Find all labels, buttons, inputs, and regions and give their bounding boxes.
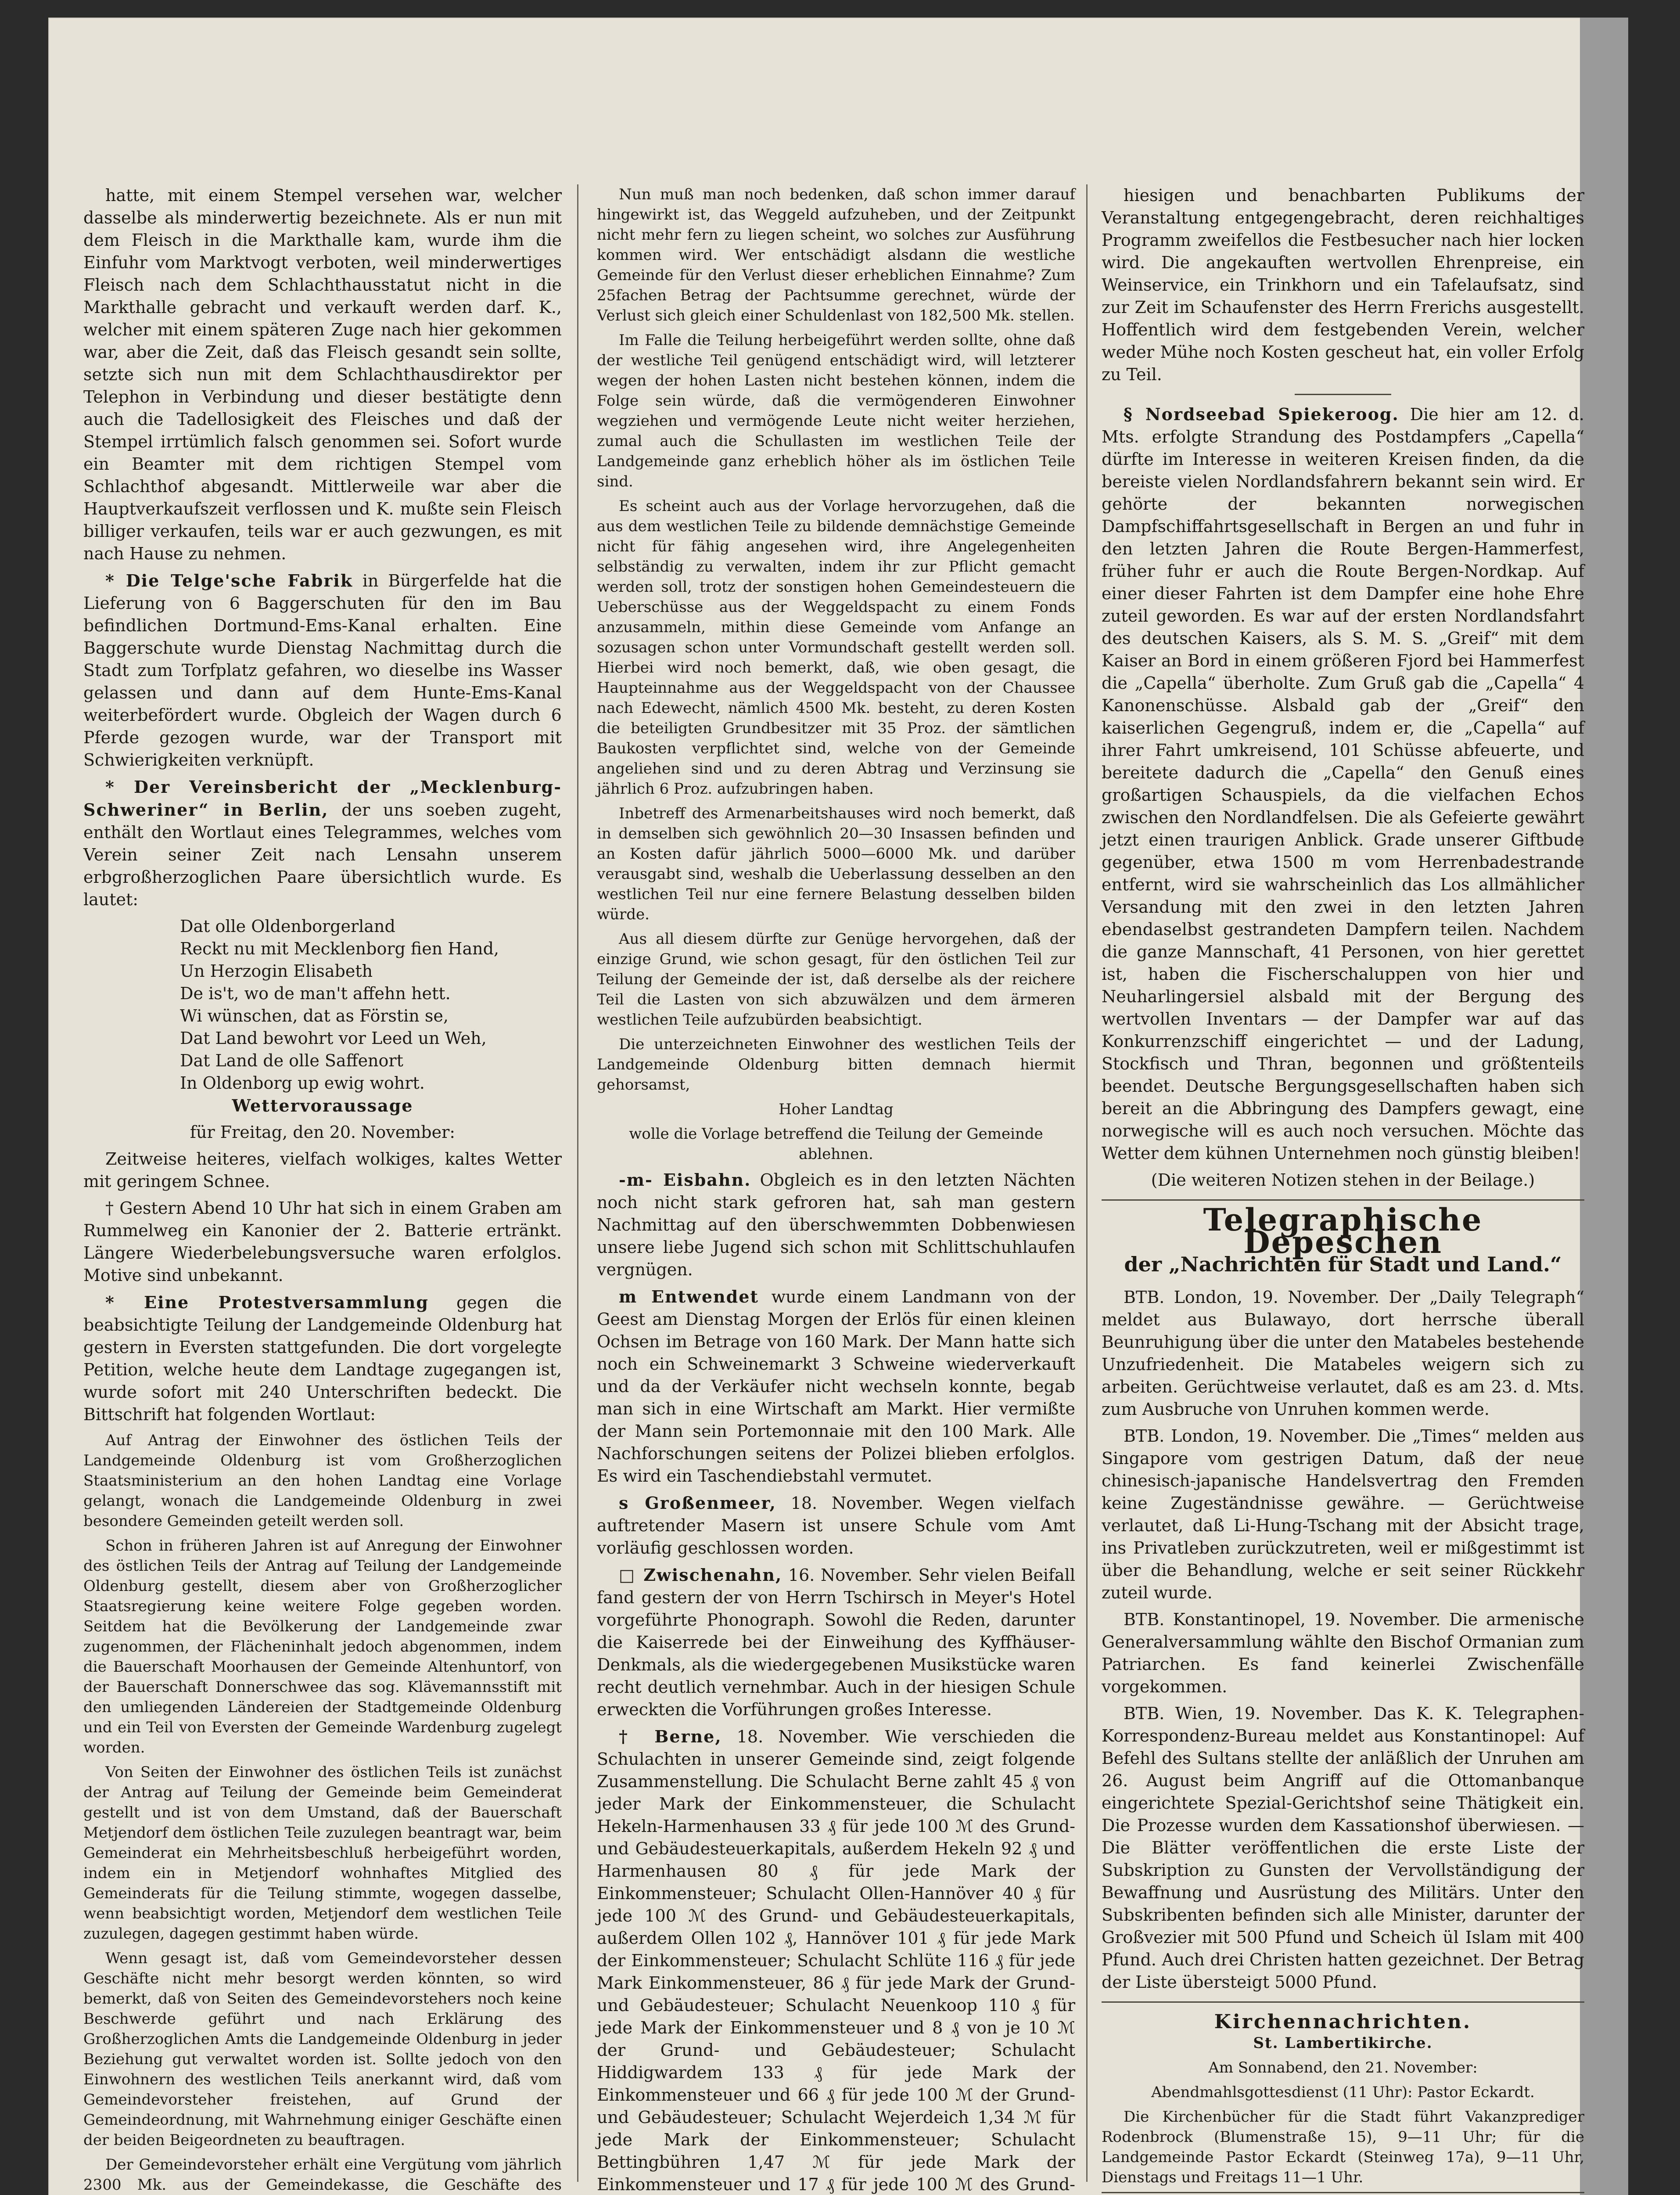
- paragraph: s Großenmeer, 18. November. Wegen vielfach auftretender Masern ist unsere Schule vom Amt vorläufig geschlossen worden.: [597, 1493, 1075, 1558]
- paragraph: † Gestern Abend 10 Uhr hat sich in einem Graben am Rummelweg ein Kanonier der 2. Batterie ertränkt. Längere Wiederbelebungsversuche waren erfolglos. Motive sind unbekannt.: [83, 1198, 562, 1285]
- paragraph: hiesigen und benachbarten Publikums der Veranstaltung entgegengebracht, deren reichhaltiges Programm zweifellos die Festbesucher nach hier locken wird. Die angekauften wertvollen Ehrenpreise, ein Weinservice, ein Trinkhorn und ein Tafelaufsatz, sind zur Zeit im Schaufenster des Herrn Frerichs ausgestellt. Hoffentlich wird dem festgebenden Verein, welcher weder Mühe noch Kosten gescheut hat, ein voller Erfolg zu Teil.: [1102, 186, 1584, 384]
- paragraph: Von Seiten der Einwohner des östlichen Teils ist zunächst der Antrag auf Teilung der Gemeinde beim Gemeinderat gestellt und ist von dem Umstand, daß der Bauerschaft Metjendorf dem östlichen Teile zuzulegen beantragt war, beim Gemeinderat ein Mehrheitsbeschluß herbeigeführt worden, indem ein in Metjendorf wohnhaftes Mitglied des Gemeinderats für die Teilung stimmte, wogegen dasselbe, wenn beabsichtigt worden, Metjendorf dem westlichen Teile zuzulegen, dagegen gestimmt haben würde.: [83, 1763, 562, 1943]
- column-2: [597, 184, 1075, 2195]
- column-rule: [577, 184, 578, 2182]
- petition-text: [83, 1430, 562, 2195]
- article-heading: † Berne,: [619, 1727, 722, 1746]
- paragraph: Inbetreff des Armenarbeitshauses wird noch bemerkt, daß in demselben sich gewöhnlich 20—30 Insassen befinden und an Kosten dafür jährlich 5000—6000 Mk. und darüber verausgabt sind, weshalb die Ueberlassung desselben an den westlichen Teil nur eine fernere Belastung desselben bilden würde.: [597, 805, 1075, 923]
- poem-line: Dat Land de olle Saffenort: [180, 1051, 403, 1070]
- column-3: [1102, 184, 1584, 2195]
- poem-line: In Oldenborg up ewig wohrt.: [180, 1073, 425, 1093]
- supplement-note: (Die weiteren Notizen stehen in der Beilage.): [1151, 1170, 1535, 1190]
- paragraph: § Nordseebad Spiekeroog. Die hier am 12. d. Mts. erfolgte Strandung des Postdampfers „Capella“ dürfte im Interesse in weiteren Kreisen finden, da die bereiste vielen Nordlandsfahrern bekannt sein wird. Er gehörte der bekannten norwegischen Dampfschiffahrtsgesellschaft in Bergen an und fuhr in den letzten Jahren die Route Bergen-Hammerfest, früher fuhr er auch die Route Bergen-Nordkap. Auf einer dieser Fahrten ist dem Dampfer eine hohe Ehre zuteil geworden. Es war auf der ersten Nordlandsfahrt des deutschen Kaisers, als S. M. S. „Greif“ mit dem Kaiser an Bord in einem größeren Fjord bei Hammerfest die „Capella“ überholte. Zum Gruß gab die „Capella“ 4 Kanonenschüsse. Alsbald gab der „Greif“ den kaiserlichen Gegengruß, indem er, die „Capella“ auf ihrer Fahrt umkreisend, 101 Schüsse abfeuerte, und bereitete dadurch die „Capella“ den Genuß eines großartigen Schauspiels, da die vielfachen Echos zwischen den Nordlandfelsen. Die als Gefeierte gewährt jetzt einen traurigen Anblick. Grade unserer Giftbude gegenüber, etwa 1500 m vom Herrenbadestrande entfernt, wird sie wahrscheinlich das Los allmählicher Versandung mit den zwei in den letzten Jahren ebendaselbst gestrandeten Dampfern teilen. Nachdem die ganze Mannschaft, 41 Personen, von hier gerettet ist, haben die Fischerschaluppen von hier und Neuharlingersiel alsbald mit der Bergung des wertvollen Inventars — der Dampfer war auf das Konkurrenzschiff eingerichtet — und der Ladung, Stockfisch und Thran, begonnen und größtenteils beendet. Deutsche Bergungsgesellschaften haben sich bereit an die Abbringung des Dampfers gewagt, eine norwegische will es auch noch versuchen. Möchte das Wetter dem kühnen Unternehmen noch günstig bleiben!: [1102, 404, 1584, 1163]
- telegraph-banner: Telegraphische Depeschen: [1203, 1202, 1483, 1260]
- article-heading: § Nordseebad Spiekeroog.: [1124, 404, 1399, 424]
- page-edge: [1580, 18, 1628, 2195]
- poem-line: Wi wünschen, dat as Förstin se,: [180, 1006, 449, 1026]
- paragraph: Aus all diesem dürfte zur Genüge hervorgehen, daß der einzige Grund, wie schon gesagt, für den östlichen Teil zur Teilung der Gemeinde der ist, daß derselbe als der reichere Teil die Lasten von sich abzuwälzen und dem ärmeren westlichen Teile aufzubürden beabsichtigt.: [597, 930, 1075, 1029]
- poem-line: Reckt nu mit Mecklenborg fien Hand,: [180, 939, 499, 958]
- paragraph: □ Zwischenahn, 16. November. Sehr vielen Beifall fand gestern der von Herrn Tschirsch in Meyer's Hotel vorgeführte Phonograph. Sowohl die Reden, darunter die Kaiserrede bei der Einweihung des Kyffhäuser-Denkmals, als die wiedergegebenen Musikstücke waren recht deutlich vernehmbar. Auch in der hiesigen Schule erweckten die Vorführungen großes Interesse.: [597, 1565, 1075, 1719]
- weather-subheading: für Freitag, den 20. November:: [190, 1123, 456, 1142]
- petition-text: [597, 184, 1075, 1164]
- article-heading: m Entwendet: [619, 1287, 759, 1306]
- poem-line: Dat olle Oldenborgerland: [180, 917, 395, 936]
- paragraph: Auf Antrag der Einwohner des östlichen Teils der Landgemeinde Oldenburg ist vom Großherzoglichen Staatsministerium an den hohen Landtag eine Vorlage gelangt, wonach die Landgemeinde Oldenburg in zwei besondere Gemeinden geteilt werden soll.: [83, 1432, 562, 1530]
- paragraph: -m- Eisbahn. Obgleich es in den letzten Nächten noch nicht stark gefroren hat, sah man gestern Nachmittag auf den überschwemmten Dobbenwiesen unsere liebe Jugend sich schon mit Schlittschuhlaufen vergnügen.: [597, 1170, 1075, 1279]
- paragraph: Zeitweise heiteres, vielfach wolkiges, kaltes Wetter mit geringem Schnee.: [83, 1149, 562, 1191]
- paragraph: * Eine Protestversammlung gegen die beabsichtigte Teilung der Landgemeinde Oldenburg hat gestern in Eversten stattgefunden. Die dort vorgelegte Petition, welche heute dem Landtage zugegangen ist, wurde sofort mit 240 Unterschriften bedeckt. Die Bittschrift hat folgenden Wortlaut:: [83, 1292, 562, 1424]
- column-1: [83, 184, 562, 2195]
- paragraph: m Entwendet wurde einem Landmann von der Geest am Dienstag Morgen der Erlös für einen kleinen Ochsen im Betrage von 160 Mark. Der Mann hatte sich noch ein Schweinemarkt 3 Schweine wiederverkauft und da der Verkäufer nicht wechseln konnte, begab man sich in eine Wirtschaft am Markt. Hier vermißte der Mann sein Portemonnaie mit den 100 Mark. Alle Nachforschungen seitens der Polizei blieben erfolglos. Es wird ein Taschendiebstahl vermutet.: [597, 1287, 1075, 1486]
- poem-line: De is't, wo de man't affehn hett.: [180, 984, 451, 1003]
- paragraph: * Die Telge'sche Fabrik in Bürgerfelde hat die Lieferung von 6 Baggerschuten für den im Bau befindlichen Dortmund-Ems-Kanal erhalten. Eine Baggerschute wurde Dienstag Nachmittag durch die Stadt zum Torfplatz gefahren, wo dieselbe ins Wasser gelassen und dann auf dem Hunte-Ems-Kanal weiterbefördert wurde. Obgleich der Wagen durch 6 Pferde gezogen wurde, war der Transport mit Schwierigkeiten verknüpft.: [83, 571, 562, 770]
- poem: [83, 915, 562, 1094]
- church-news-title: Kirchennachrichten.: [1214, 2011, 1472, 2033]
- telegram: BTB. London, 19. November. Die „Times“ melden aus Singapore vom gestrigen Datum, daß der neue chinesisch-japanische Handelsvertrag den Fremden keine Zugeständnisse gewähre. — Gerüchtweise verlautet, daß Li-Hung-Tschang mit der Absicht trage, ins Privatleben zurückzutreten, weil er mißgestimmt ist über die Behandlung, welche er seit seiner Rückkehr zuteil wurde.: [1102, 1426, 1584, 1602]
- church-line: Am Sonnabend, den 21. November:: [1208, 2059, 1478, 2076]
- article-heading: □ Zwischenahn,: [619, 1565, 783, 1585]
- paragraph: hatte, mit einem Stempel versehen war, welcher dasselbe als minderwertig bezeichnete. Als er nun mit dem Fleisch in die Markthalle kam, wurde ihm die Einfuhr vom Marktvogt verboten, weil minderwertiges Fleisch nach dem Schlachthausstatut nicht in die Markthalle gebracht und verkauft werden darf. K., welcher mit einem späteren Zuge nach hier gekommen war, aber die Zeit, daß das Fleisch gesandt sein sollte, setzte sich nun mit dem Schlachthausdirektor per Telephon in Verbindung und dieser bestätigte denn auch die Tadellosigkeit des Fleisches und daß der Stempel irrtümlich falsch genommen sei. Sofort wurde ein Beamter mit dem richtigen Stempel vom Schlachthof abgesandt. Mittlerweile war aber die Hauptverkaufszeit verflossen und K. mußte sein Fleisch billiger verkaufen, teils war er auch gezwungen, es mit nach Hause zu nehmen.: [83, 186, 562, 563]
- poem-line: Un Herzogin Elisabeth: [180, 961, 373, 981]
- paragraph: Nun muß man noch bedenken, daß schon immer darauf hingewirkt ist, das Weggeld aufzuheben, und der Zeitpunkt nicht mehr fern zu liegen scheint, wo solches zur Ausführung kommen wird. Wer entschädigt alsdann die westliche Gemeinde für den Verlust dieser erheblichen Einnahme? Zum 25fachen Betrag der Pachtsumme gerechnet, würde der Verlust sich gleich einer Schuldenlast von 182,500 Mk. stellen.: [597, 186, 1075, 324]
- paragraph: † Berne, 18. November. Wie verschieden die Schulachten in unserer Gemeinde sind, zeigt folgende Zusammenstellung. Die Schulacht Berne zahlt 45 ₰ von jeder Mark der Einkommensteuer, die Schulacht Hekeln-Harmenhausen 33 ₰ für jede 100 ℳ des Grund- und Gebäudesteuerkapitals, außerdem Hekeln 92 ₰ und Harmenhausen 80 ₰ für jede Mark der Einkommensteuer; Schulacht Ollen-Hannöver 40 ₰ für jede 100 ℳ des Grund- und Gebäudesteuerkapitals, außerdem Ollen 102 ₰, Hannöver 101 ₰ für jede Mark der Einkommensteuer; Schulacht Schlüte 116 ₰ für jede Mark Einkommensteuer, 86 ₰ für jede Mark der Grund- und Gebäudesteuer; Schulacht Neuenkoop 110 ₰ für jede Mark der Einkommensteuer und 8 ₰ von je 10 ℳ der Grund- und Gebäudesteuer; Schulacht Hiddigwardem 133 ₰ für jede Mark der Einkommensteuer und 66 ₰ für jede 100 ℳ der Grund- und Gebäudesteuer; Schulacht Wejerdeich 1,34 ℳ für jede Mark der Einkommensteuer; Schulacht Bettingbühren 1,47 ℳ für jede Mark der Einkommensteuer und 17 ₰ für jede 100 ℳ des Grund-: [597, 1727, 1075, 2194]
- paragraph: Es scheint auch aus der Vorlage hervorzugehen, daß die aus dem westlichen Teile zu bildende demnächstige Gemeinde nicht für fähig angesehen wird, ihre Angelegenheiten selbständig zu verwalten, indem ihr zur Pflicht gemacht werden soll, trotz der sonstigen hohen Gemeindesteuern die Ueberschüsse aus der Weggeldspacht zu einem Fonds anzusammeln, mithin diese Gemeinde vom Anfange an sozusagen schon unter Vormundschaft gestellt werden soll. Hierbei wird noch bemerkt, daß, wie oben gesagt, die Haupteinnahme aus der Weggeldspacht von der Chaussee nach Edewecht, nämlich 4500 Mk. besteht, zu deren Kosten die beteiligten Grundbesitzer mit 35 Proz. der sämtlichen Baukosten verpflichtet sind, welche von der Gemeinde angeliehen sind und zu deren Abtrag und Verzinsung sie jährlich 6 Proz. aufzubringen haben.: [597, 497, 1075, 798]
- article-heading: -m- Eisbahn.: [619, 1170, 751, 1190]
- petition-request: wolle die Vorlage betreffend die Teilung der Gemeinde ablehnen.: [629, 1125, 1043, 1163]
- paragraph: Im Falle die Teilung herbeigeführt werden sollte, ohne daß der westliche Teil genügend entschädigt wird, will letzterer wegen der hohen Lasten nicht bestehen können, indem die Folge sein würde, daß die vermögenderen Einwohner wegziehen und vermögende Leute nicht weiter herziehen, zumal auch die Schullasten im westlichen Teile der Landgemeinde ganz erheblich höher als im östlichen Teile sind.: [597, 331, 1075, 490]
- church-line: Die Kirchenbücher für die Stadt führt Vakanzprediger Rodenbrock (Blumenstraße 15), 9—11 Uhr; für die Landgemeinde Pastor Eckardt (Steinweg 17a), 9—11 Uhr, Dienstags und Freitags 11—1 Uhr.: [1102, 2108, 1584, 2186]
- telegram: BTB. Konstantinopel, 19. November. Die armenische Generalversammlung wählte den Bischof Ormanian zum Patriarchen. Es fand keinerlei Zwischenfälle vorgekommen.: [1102, 1610, 1584, 1696]
- paragraph: Der Gemeindevorsteher erhält eine Vergütung vom jährlich 2300 Mk. aus der Gemeindekasse, die Geschäfte des: [83, 2156, 562, 2194]
- paragraph: Die unterzeichneten Einwohner des westlichen Teils der Landgemeinde Oldenburg bitten demnach hiermit gehorsamst,: [597, 1036, 1075, 1094]
- petition-address: Hoher Landtag: [779, 1101, 894, 1118]
- weather-heading: Wettervoraussage: [232, 1096, 413, 1115]
- telegraph-subtitle: der „Nachrichten für Stadt und Land.“: [1124, 1252, 1562, 1276]
- paragraph: Wenn gesagt ist, daß vom Gemeindevorsteher dessen Geschäfte nicht mehr besorgt werden könnten, so wird bemerkt, daß von Seiten des Gemeindevorstehers noch keine Beschwerde geführt und nach Erklärung des Großherzoglichen Amts die Landgemeinde Oldenburg in jeder Beziehung gut verwaltet worden ist. Sollte jedoch von den Einwohnern des westlichen Teils anerkannt wird, daß vom Gemeindevorsteher freistehen, auf Grund der Gemeindeordnung, mit Wahrnehmung einiger Geschäfte einen der beiden Beigeordneten zu beauftragen.: [83, 1950, 562, 2149]
- poem-line: Dat Land bewohrt vor Leed un Weh,: [180, 1029, 487, 1048]
- article-heading: * Die Telge'sche Fabrik: [105, 571, 353, 590]
- church-news: [1102, 2033, 1584, 2195]
- divider: [1102, 1199, 1584, 1201]
- article-heading: * Der Vereinsbericht der „Mecklenburg-Schweriner“ in Berlin,: [83, 777, 562, 820]
- telegram: BTB. London, 19. November. Der „Daily Telegraph“ meldet aus Bulawayo, dort herrsche überall Beunruhigung über die unter den Matabeles bestehende Unzufriedenheit. Die Matabeles weigern sich zu arbeiten. Gerüchtweise verlautet, daß es am 23. d. Mts. zum Ausbruche von Unruhen kommen werde.: [1102, 1288, 1584, 1419]
- article-heading: * Eine Protestversammlung: [105, 1292, 429, 1312]
- column-rule: [1086, 184, 1088, 2182]
- church-box: [1102, 2192, 1584, 2195]
- paragraph: * Der Vereinsbericht der „Mecklenburg-Schweriner“ in Berlin, der uns soeben zugeht, enthält den Wortlaut eines Telegrammes, welches vom Verein seiner Zeit nach Lensahn unserem erbgroßherzoglichen Paare übersichtlich wurde. Es lautet:: [83, 777, 562, 909]
- divider: [1295, 394, 1391, 395]
- divider: [1102, 2001, 1584, 2003]
- newspaper-page: [48, 18, 1628, 2195]
- article-heading: s Großenmeer,: [619, 1493, 776, 1513]
- paragraph: Schon in früheren Jahren ist auf Anregung der Einwohner des östlichen Teils der Antrag auf Teilung der Landgemeinde Oldenburg gestellt, diesem aber von Großherzoglicher Staatsregierung keine weitere Folge gegeben worden. Seitdem hat die Bevölkerung der Landgemeinde zwar zugenommen, der Flächeninhalt jedoch abgenommen, indem die Bauerschaft Moorhausen der Gemeinde Altenhuntorf, von der Bauerschaft Donnerschwee das sog. Klävemannsstift mit den umliegenden Ländereien der Stadtgemeinde Oldenburg und ein Teil von Eversten der Gemeinde Wardenburg zugelegt worden.: [83, 1537, 562, 1756]
- church-line: Abendmahlsgottesdienst (11 Uhr): Pastor Eckardt.: [1151, 2083, 1535, 2101]
- church-name: St. Lambertikirche.: [1253, 2034, 1433, 2052]
- telegram: BTB. Wien, 19. November. Das K. K. Telegraphen-Korrespondenz-Bureau meldet aus Konstantinopel: Auf Befehl des Sultans stellte der anläßlich der Unruhen am 26. August beim Angriff auf die Ottomanbanque eingerichtete Spezial-Gerichtshof seine Thätigkeit ein. Die Prozesse wurden dem Kassationshof überwiesen. — Die Blätter veröffentlichen die erste Liste der Subskription zu Gunsten der Vervollständigung der Bewaffnung und Ausrüstung des Militärs. Unter den Subskribenten befinden sich alle Minister, darunter der Großvezier mit 500 Pfund und Scheich ül Islam mit 400 Pfund. Auch drei Christen hatten gezeichnet. Der Betrag der Liste übersteigt 5000 Pfund.: [1102, 1704, 1584, 1992]
